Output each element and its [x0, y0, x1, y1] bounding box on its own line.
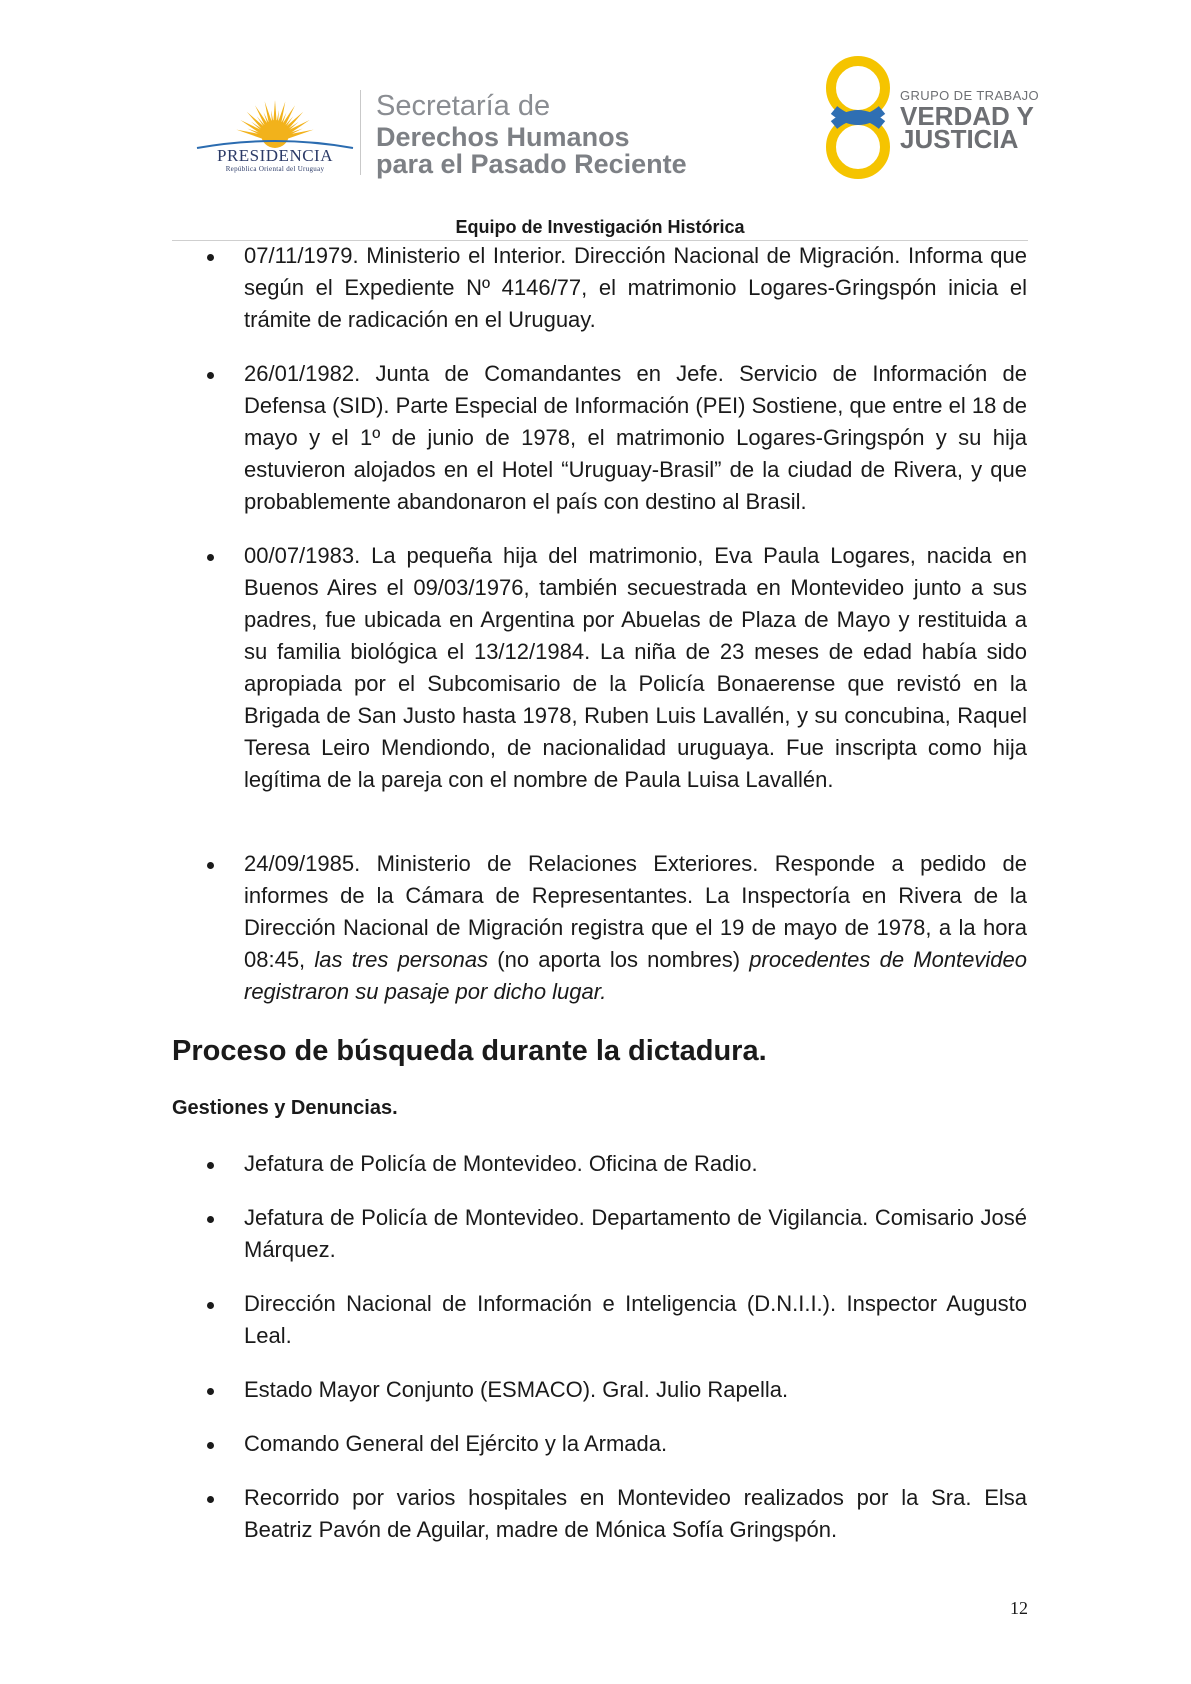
list-item: [244, 540, 1027, 796]
list-item: [244, 848, 1027, 1008]
list-item: [244, 240, 1027, 336]
list-item-text: 07/11/1979. Ministerio el Interior. Dirección Nacional de Migración. Informa que según el Expediente Nº 4146/77, el matrimonio Logares-Gringspón inicia el trámite de radicación en el Uruguay.: [244, 243, 1027, 332]
list-item: [244, 1148, 1027, 1180]
bullet-icon: [207, 1496, 214, 1503]
secretaria-line-2: Derechos Humanos: [376, 122, 630, 152]
list-item: [244, 1482, 1027, 1546]
list-item-text: Jefatura de Policía de Montevideo. Oficina de Radio.: [244, 1151, 758, 1176]
bullet-icon: [207, 254, 214, 261]
list-item: [244, 358, 1027, 518]
bullet-icon: [207, 372, 214, 379]
list-item-text: Recorrido por varios hospitales en Montevideo realizados por la Sra. Elsa Beatriz Pavón de Aguilar, madre de Mónica Sofía Gringspón.: [244, 1485, 1027, 1542]
bullet-icon: [207, 1162, 214, 1169]
subsection-heading: Gestiones y Denuncias.: [172, 1097, 398, 1119]
bullet-icon: [207, 1216, 214, 1223]
italic-text: las tres personas: [314, 947, 489, 972]
verdad-label: VERDAD Y: [900, 101, 1034, 131]
list-item-text: (no aporta los nombres): [488, 947, 750, 972]
list-item-text: 26/01/1982. Junta de Comandantes en Jefe. Servicio de Información de Defensa (SID). Parte Especial de Información (PEI) Sostiene, que entre el 18 de mayo y el 1º de junio de 1978, el matrimonio Logares-Gringspón y su hija estuvieron alojados en el Hotel “Uruguay-Brasil” de la ciudad de Rivera, y que probablemente abandonaron el país con destino al Brasil.: [244, 361, 1027, 514]
list-item: [244, 1428, 1027, 1460]
list-item-text: Dirección Nacional de Información e Inteligencia (D.N.I.I.). Inspector Augusto Leal.: [244, 1291, 1027, 1348]
list-item: [244, 1202, 1027, 1266]
team-title: Equipo de Investigación Histórica: [455, 217, 745, 237]
list-item-text: Comando General del Ejército y la Armada.: [244, 1431, 668, 1456]
list-item-text: 00/07/1983. La pequeña hija del matrimonio, Eva Paula Logares, nacida en Buenos Aires el 09/03/1976, también secuestrada en Montevideo junto a sus padres, fue ubicada en Argentina por Abuelas de Plaza de Mayo y restituida a su familia biológica el 13/12/1984. La niña de 23 meses de edad había sido apropiada por el Subcomisario de la Policía Bonaerense que revistó en la Brigada de San Justo hasta 1978, Ruben Luis Lavallén, y su concubina, Raquel Teresa Leiro Mendiondo, de nacionalidad uruguaya. Fue inscripta como hija legítima de la pareja con el nombre de Paula Luisa Lavallén.: [244, 543, 1027, 792]
presidencia-subtitle: República Oriental del Uruguay: [225, 165, 325, 173]
bullet-icon: [207, 554, 214, 561]
bullet-icon: [207, 1442, 214, 1449]
bullet-icon: [207, 862, 214, 869]
justicia-label: JUSTICIA: [900, 124, 1019, 154]
page-number: 12: [1010, 1598, 1028, 1618]
section-heading: Proceso de búsqueda durante la dictadura.: [172, 1035, 767, 1067]
header-divider: [360, 90, 361, 175]
verdad-justicia-rings-icon: [818, 55, 898, 180]
list-item-text: 24/09/1985. Ministerio de Relaciones Exteriores. Responde a pedido de informes de la Cámara de Representantes. La Inspectoría en Rivera de la Dirección Nacional de Migración registra que el 19 de mayo de 1978, a la hora 08:45,: [244, 851, 1027, 972]
bullet-icon: [207, 1302, 214, 1309]
list-item-text: Estado Mayor Conjunto (ESMACO). Gral. Julio Rapella.: [244, 1377, 789, 1402]
list-item-text: Jefatura de Policía de Montevideo. Departamento de Vigilancia. Comisario José Márquez.: [244, 1205, 1027, 1262]
secretaria-line-1: Secretaría de: [376, 90, 551, 122]
bullet-icon: [207, 1388, 214, 1395]
grupo-trabajo-label: GRUPO DE TRABAJO: [900, 88, 1040, 103]
list-item: [244, 1288, 1027, 1352]
italic-text: procedentes de Montevideo registraron su pasaje por dicho lugar.: [244, 947, 1027, 1004]
presidencia-label: PRESIDENCIA: [216, 146, 333, 165]
page-header: [0, 0, 1191, 240]
list-item: [244, 1374, 1027, 1406]
secretaria-line-3: para el Pasado Reciente: [376, 149, 687, 179]
